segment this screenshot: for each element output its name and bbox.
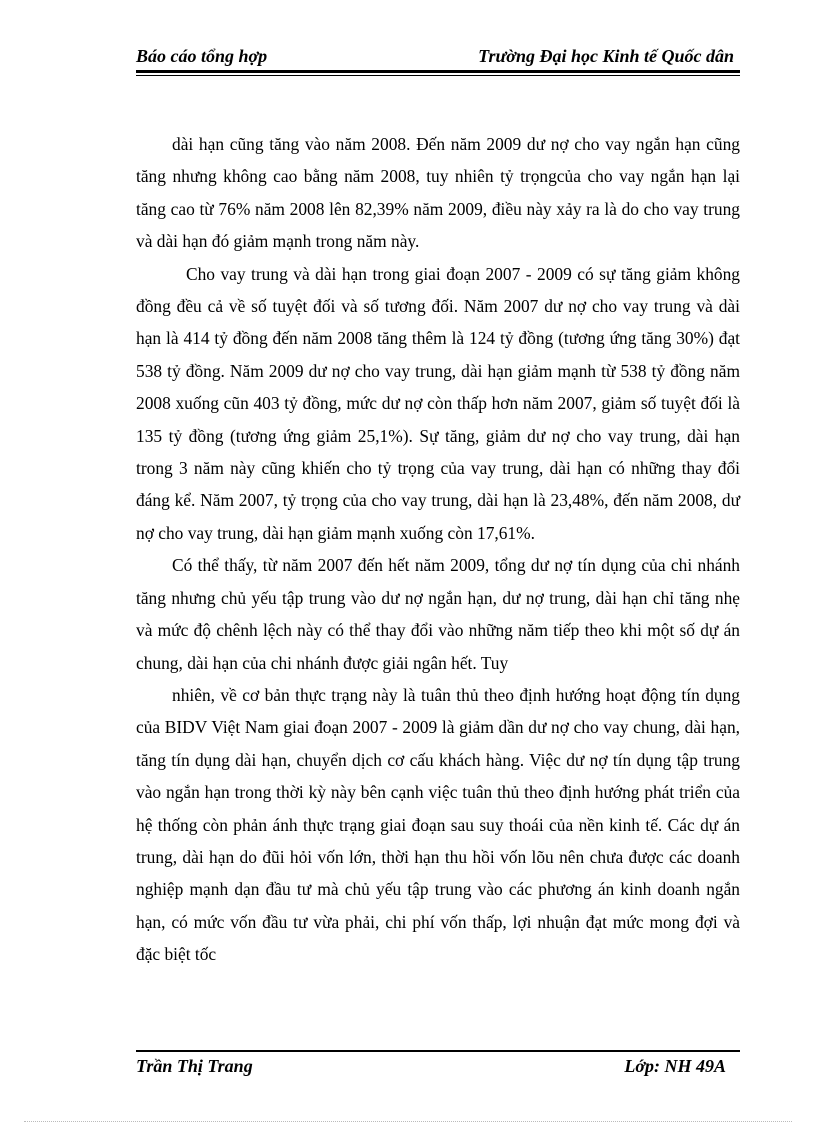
header-university-name: Trường Đại học Kinh tế Quốc dân bbox=[478, 46, 734, 66]
header-report-title: Báo cáo tổng hợp bbox=[136, 46, 268, 66]
paragraph-credit-summary: Có thể thấy, từ năm 2007 đến hết năm 2009, tổng dư nợ tín dụng của chi nhánh tăng nhưng chủ yếu tập trung vào dư nợ ngắn hạn, dư nợ trung, dài hạn chỉ tăng nhẹ và mức độ chênh lệch này có thể thay đổi vào những năm tiếp theo khi một số dự án chung, dài hạn của chi nhánh được giải ngân hết. Tuy bbox=[136, 555, 740, 673]
paragraph-short-term-loans: dài hạn cũng tăng vào năm 2008. Đến năm 2009 dư nợ cho vay ngắn hạn cũng tăng nhưng không cao bằng năm 2008, tuy nhiên tỷ trọngcủa cho vay ngắn hạn lại tăng cao từ 76% năm 2008 lên 82,39% năm 2009, điều này xảy ra là do cho vay trung và dài hạn đó giảm mạnh trong năm này. bbox=[136, 134, 740, 252]
paragraph-credit-orientation: nhiên, về cơ bản thực trạng này là tuân thủ theo định hướng hoạt động tín dụng của BIDV Việt Nam giai đoạn 2007 - 2009 là giảm dần dư nợ cho vay chung, dài hạn, tăng tín dụng dài hạn, chuyển dịch cơ cấu khách hàng. Việc dư nợ tín dụng tập trung vào ngắn hạn trong thời kỳ này bên cạnh việc tuân thủ theo định hướng phát triển của hệ thống còn phản ánh thực trạng giai đoạn sau suy thoái của nền kinh tế. Các dự án trung, dài hạn do đũi hỏi vốn lớn, thời hạn thu hồi vốn lõu nên chưa được các doanh nghiệp mạnh dạn đầu tư mà chủ yếu tập trung vào các phương án kinh doanh ngắn hạn, có mức vốn đầu tư vừa phải, chi phí vốn thấp, lợi nhuận đạt mức mong đợi và đặc biệt tốc bbox=[136, 684, 740, 965]
document-body bbox=[136, 128, 740, 971]
header-rule-thick bbox=[136, 70, 740, 73]
paragraph-medium-long-term-loans: Cho vay trung và dài hạn trong giai đoạn 2007 - 2009 có sự tăng giảm không đồng đều cả về số tuyệt đối và số tương đối. Năm 2007 dư nợ cho vay trung và dài hạn là 414 tỷ đồng đến năm 2008 tăng thêm là 124 tỷ đồng (tương ứng tăng 30%) đạt 538 tỷ đồng. Năm 2009 dư nợ cho vay trung, dài hạn giảm mạnh từ 538 tỷ đồng năm 2008 xuống cũn 403 tỷ đồng, mức dư nợ còn thấp hơn năm 2007, giảm số tuyệt đối là 135 tỷ đồng (tương ứng giảm 25,1%). Sự tăng, giảm dư nợ cho vay trung, dài hạn trong 3 năm này cũng khiến cho tỷ trọng của vay trung, dài hạn có những thay đổi đáng kể. Năm 2007, tỷ trọng của cho vay trung, dài hạn là 23,48%, đến năm 2008, dư nợ cho vay trung, dài hạn giảm mạnh xuống còn 17,61%. bbox=[136, 263, 740, 543]
page-edge-divider bbox=[24, 1121, 792, 1122]
header-rule-thin bbox=[136, 75, 740, 76]
footer-class-label: Lớp: NH 49A bbox=[624, 1056, 726, 1076]
footer-author-name: Trần Thị Trang bbox=[136, 1056, 253, 1076]
page-header bbox=[136, 44, 740, 70]
page-footer bbox=[136, 1050, 740, 1090]
footer-rule bbox=[136, 1050, 740, 1052]
